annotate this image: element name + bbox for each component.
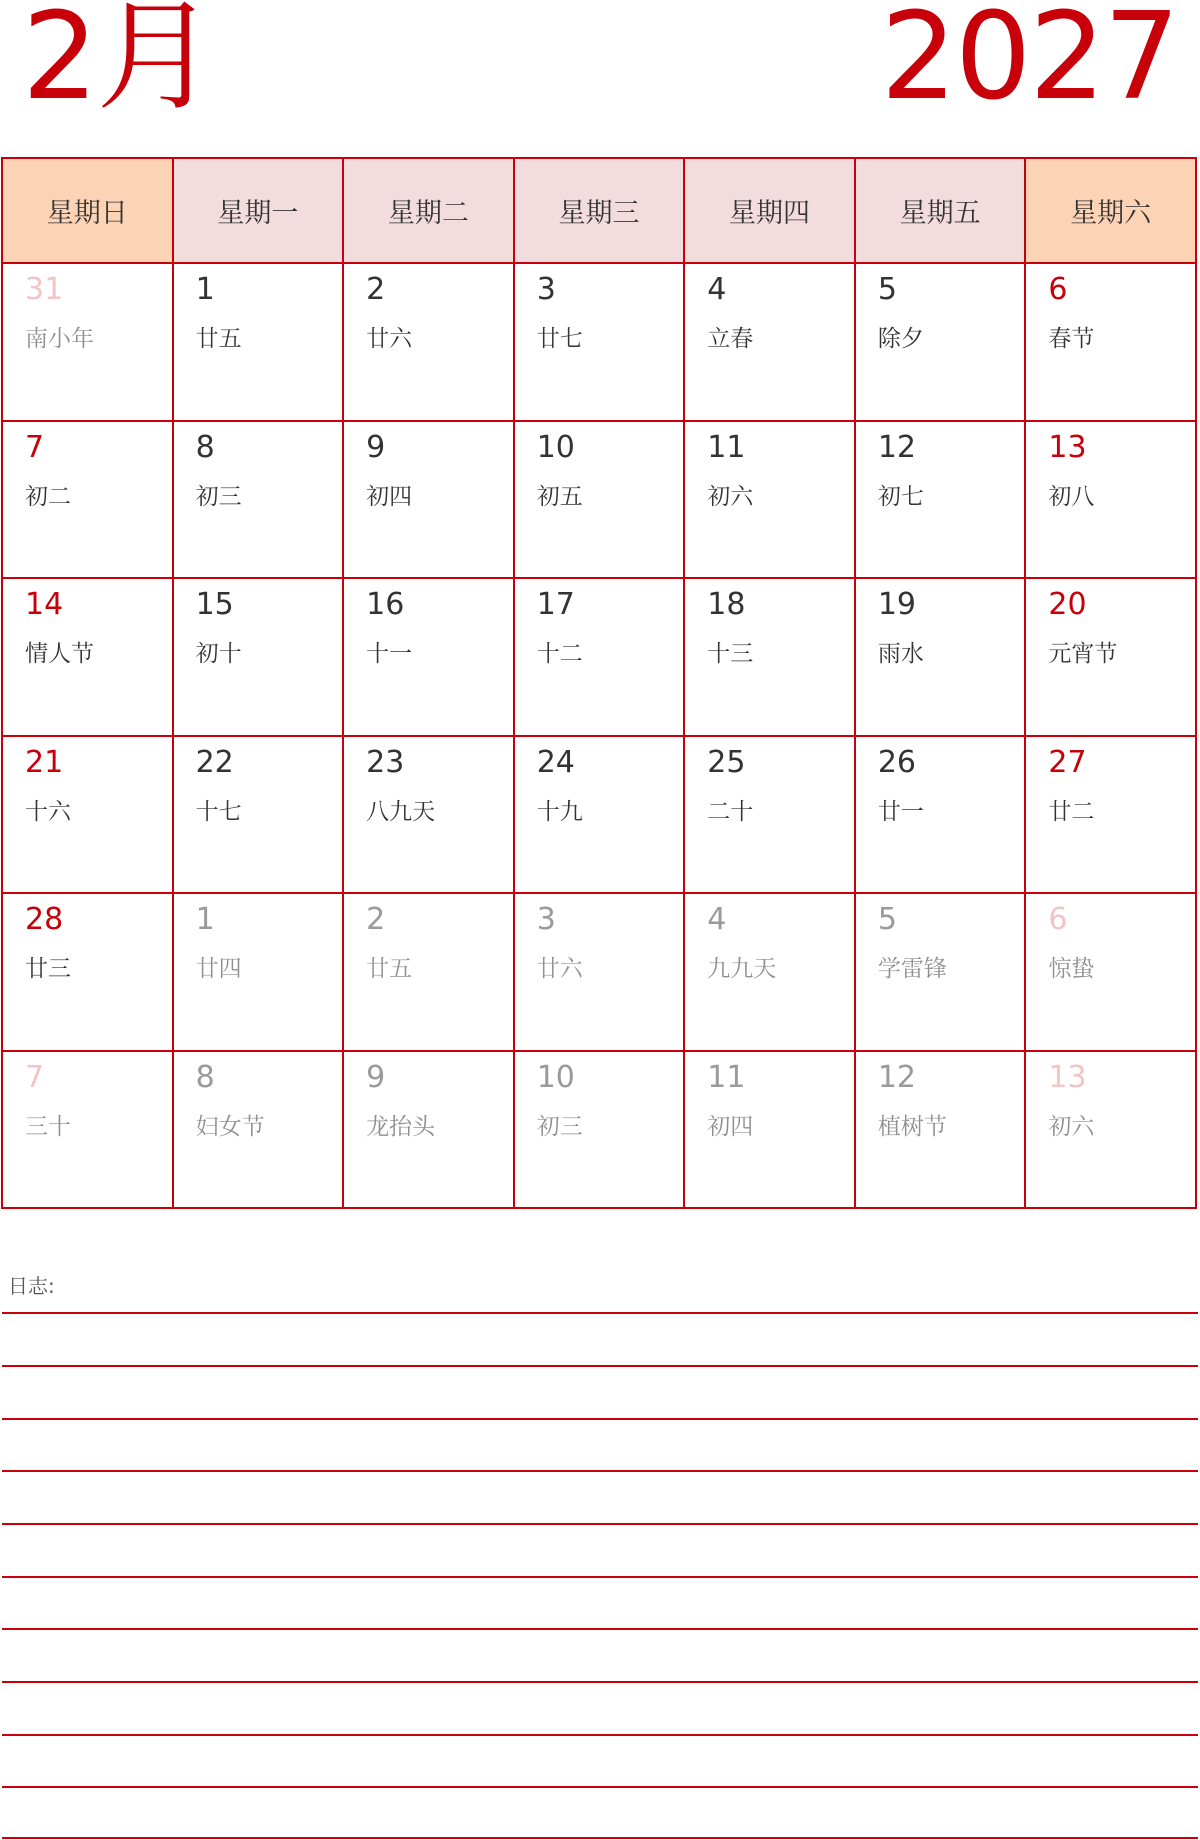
lunar-date: 龙抬头 [366,1113,436,1140]
lunar-date: 初三 [195,483,242,510]
day-cell[interactable] [855,578,1026,736]
day-number: 9 [366,1059,386,1095]
day-number: 2 [366,902,386,937]
lunar-date: 廿三 [25,956,71,982]
day-cell[interactable] [343,1051,514,1209]
lunar-date: 初六 [1048,1113,1095,1140]
weekday-header-wednesday: 星期三 [514,158,685,263]
day-cell[interactable] [1025,578,1196,736]
note-line [2,1734,1198,1736]
day-number: 14 [25,587,64,622]
lunar-date: 立春 [707,326,754,352]
day-cell[interactable] [2,578,173,736]
day-number: 25 [707,744,746,780]
lunar-date: 三十 [25,1113,71,1140]
lunar-date: 初二 [25,483,71,510]
day-number: 18 [707,587,746,622]
weekday-header-sunday: 星期日 [2,158,173,263]
lunar-date: 初七 [877,483,924,510]
day-cell[interactable] [684,1051,855,1209]
calendar-grid [1,157,1197,1209]
lunar-date: 惊蛰 [1048,956,1095,982]
lunar-date: 二十 [707,798,754,825]
day-number: 27 [1048,744,1087,780]
day-number: 12 [877,1059,916,1095]
day-cell[interactable] [1025,263,1196,421]
weekday-header-monday: 星期一 [173,158,344,263]
lunar-date: 九九天 [707,956,777,982]
day-number: 31 [25,272,64,307]
week-row [2,893,1196,1051]
day-number: 13 [1048,429,1087,465]
lunar-date: 初三 [536,1113,583,1140]
day-cell[interactable] [2,736,173,894]
day-cell[interactable] [2,1051,173,1209]
day-cell[interactable] [173,736,344,894]
day-number: 8 [195,429,215,465]
day-number: 11 [707,429,746,465]
weekday-header-friday: 星期五 [855,158,1026,263]
weekday-header-row [2,158,1196,263]
day-number: 7 [25,429,45,465]
notes-label: 日志: [8,1274,55,1298]
lunar-date: 情人节 [25,641,94,667]
lunar-date: 廿五 [366,956,413,982]
note-line [2,1786,1198,1788]
weekday-header-thursday: 星期四 [684,158,855,263]
lunar-date: 学雷锋 [877,956,947,982]
lunar-date: 除夕 [877,326,924,352]
day-number: 6 [1048,902,1068,937]
lunar-date: 廿二 [1048,798,1095,825]
day-cell[interactable] [2,421,173,579]
lunar-date: 十一 [366,641,413,667]
day-number: 13 [1048,1059,1087,1095]
day-cell[interactable] [173,1051,344,1209]
day-cell[interactable] [514,736,685,894]
day-cell[interactable] [343,578,514,736]
month-title: 2月 [22,0,215,127]
day-number: 20 [1048,587,1087,622]
weekday-header-saturday: 星期六 [1025,158,1196,263]
day-number: 26 [877,744,916,780]
day-cell[interactable] [1025,893,1196,1051]
lunar-date: 廿五 [195,326,242,352]
day-cell[interactable] [855,263,1026,421]
day-cell[interactable] [2,263,173,421]
lunar-date: 初八 [1048,483,1095,510]
day-cell[interactable] [855,421,1026,579]
day-cell[interactable] [173,421,344,579]
lunar-date: 廿一 [877,798,924,825]
lunar-date: 廿四 [195,956,242,982]
lunar-date: 南小年 [25,326,94,352]
day-number: 22 [195,744,234,780]
lunar-date: 初十 [195,641,242,667]
lunar-date: 初四 [366,483,413,510]
day-number: 12 [877,429,916,465]
day-number: 9 [366,429,386,465]
day-number: 7 [25,1059,45,1095]
day-cell[interactable] [173,578,344,736]
day-cell[interactable] [684,421,855,579]
note-line [2,1523,1198,1525]
day-number: 11 [707,1059,746,1095]
day-cell[interactable] [684,578,855,736]
day-cell[interactable] [1025,736,1196,894]
day-cell[interactable] [2,893,173,1051]
day-cell[interactable] [855,893,1026,1051]
week-row [2,578,1196,736]
note-line [2,1418,1198,1420]
lunar-date: 十二 [536,641,583,667]
lunar-date: 植树节 [877,1113,947,1140]
day-number: 21 [25,744,64,780]
day-cell[interactable] [684,736,855,894]
day-cell[interactable] [514,263,685,421]
lunar-date: 初六 [707,483,754,510]
week-row [2,421,1196,579]
day-number: 17 [536,587,575,622]
lunar-date: 八九天 [366,798,436,825]
day-cell[interactable] [684,263,855,421]
lunar-date: 十六 [25,798,71,825]
day-number: 10 [536,1059,575,1095]
day-cell[interactable] [343,421,514,579]
day-cell[interactable] [173,263,344,421]
day-number: 5 [877,902,897,937]
day-number: 19 [877,587,916,622]
lunar-date: 雨水 [877,641,924,667]
day-cell[interactable] [343,263,514,421]
day-cell[interactable] [514,421,685,579]
lunar-date: 十七 [195,798,242,825]
day-number: 10 [536,429,575,465]
lunar-date: 廿七 [536,326,583,352]
lunar-date: 十三 [707,641,754,667]
lunar-date: 廿六 [536,956,583,982]
day-number: 4 [707,902,727,937]
lunar-date: 妇女节 [195,1113,265,1140]
week-row [2,736,1196,894]
note-line [2,1628,1198,1630]
day-number: 28 [25,902,64,937]
weekday-header-tuesday: 星期二 [343,158,514,263]
week-row [2,263,1196,421]
lunar-date: 廿六 [366,326,413,352]
note-line [2,1312,1198,1314]
day-cell[interactable] [855,736,1026,894]
day-cell[interactable] [855,1051,1026,1209]
lunar-date: 春节 [1048,326,1095,352]
day-number: 15 [195,587,234,622]
day-number: 4 [707,272,727,307]
day-number: 6 [1048,272,1068,307]
year-title: 2027 [880,0,1178,127]
day-number: 24 [536,744,575,780]
day-cell[interactable] [514,1051,685,1209]
day-cell[interactable] [343,736,514,894]
note-line [2,1365,1198,1367]
day-number: 2 [366,272,386,307]
day-number: 5 [877,272,897,307]
note-line [2,1576,1198,1578]
day-cell[interactable] [1025,421,1196,579]
day-number: 1 [195,272,215,307]
day-cell[interactable] [173,893,344,1051]
lunar-date: 初四 [707,1113,754,1140]
note-line [2,1837,1198,1839]
lunar-date: 元宵节 [1048,641,1118,667]
day-cell[interactable] [1025,1051,1196,1209]
note-line [2,1681,1198,1683]
day-cell[interactable] [514,578,685,736]
day-number: 23 [366,744,405,780]
lunar-date: 初五 [536,483,583,510]
note-line [2,1470,1198,1472]
lunar-date: 十九 [536,798,583,825]
day-number: 3 [536,902,556,937]
day-cell[interactable] [514,893,685,1051]
day-number: 1 [195,902,215,937]
day-cell[interactable] [343,893,514,1051]
day-number: 8 [195,1059,215,1095]
week-row [2,1051,1196,1209]
day-number: 3 [536,272,556,307]
day-cell[interactable] [684,893,855,1051]
day-number: 16 [366,587,405,622]
